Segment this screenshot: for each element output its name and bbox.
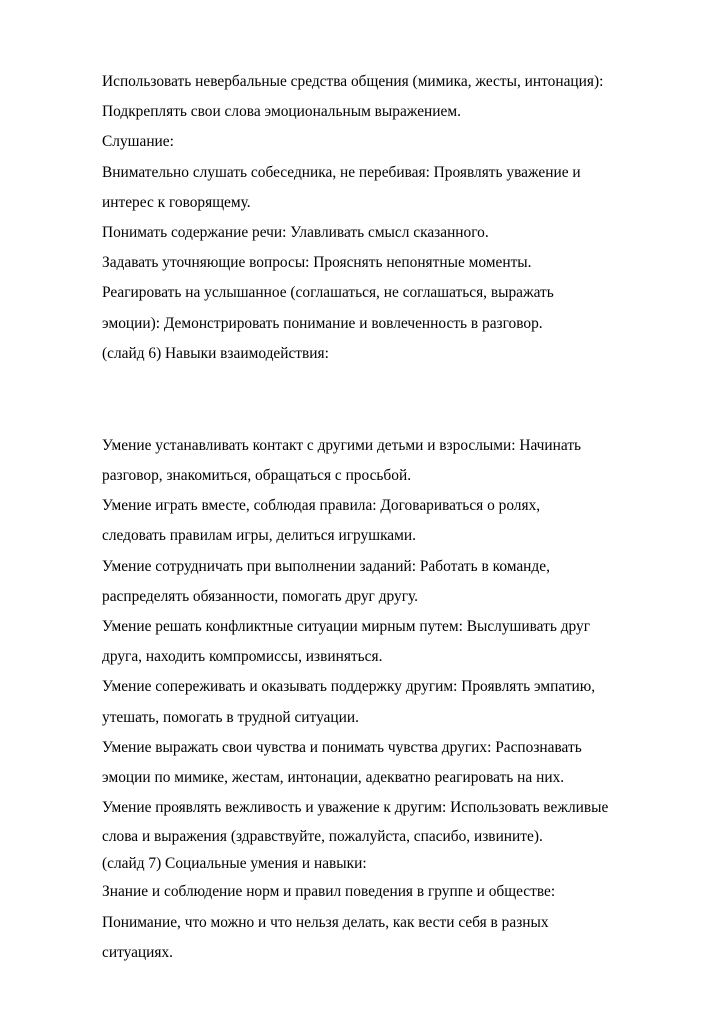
text-line: Умение выражать свои чувства и понимать чувства других: Распознавать — [102, 738, 582, 756]
text-line: утешать, помогать в трудной ситуации. — [102, 708, 359, 726]
text-line: эмоции по мимике, жестам, интонации, адекватно реагировать на них. — [102, 768, 565, 786]
text-line: Понимать содержание речи: Улавливать смысл сказанного. — [102, 223, 489, 241]
text-line: интерес к говорящему. — [102, 193, 251, 211]
text-line: эмоции): Демонстрировать понимание и вовлеченность в разговор. — [102, 314, 543, 332]
text-line: Внимательно слушать собеседника, не перебивая: Проявлять уважение и — [102, 163, 581, 181]
text-line: разговор, знакомиться, обращаться с просьбой. — [102, 467, 412, 485]
text-line: Реагировать на услышанное (соглашаться, не соглашаться, выражать — [102, 284, 554, 302]
text-line: Умение устанавливать контакт с другими детьми и взрослыми: Начинать — [102, 436, 582, 454]
text-line: слова и выражения (здравствуйте, пожалуйста, спасибо, извините). — [102, 828, 543, 846]
text-line: Задавать уточняющие вопросы: Прояснять непонятные моменты. — [102, 254, 532, 272]
text-line: распределять обязанности, помогать друг другу. — [102, 587, 419, 605]
text-line: Умение сотрудничать при выполнении заданий: Работать в команде, — [102, 557, 550, 575]
text-line: друга, находить компромиссы, извиняться. — [102, 648, 383, 666]
document-body — [102, 67, 662, 968]
text-line: ситуациях. — [102, 943, 174, 961]
section-heading-listening: Слушание: — [102, 133, 174, 151]
text-line: Подкреплять свои слова эмоциональным выражением. — [102, 103, 461, 121]
text-line: Умение решать конфликтные ситуации мирным путем: Выслушивать друг — [102, 618, 591, 635]
section-heading-slide-6: (слайд 6) Навыки взаимодействия: — [102, 344, 329, 362]
text-line: Умение проявлять вежливость и уважение к другим: Использовать вежливые — [102, 799, 609, 817]
section-heading-slide-7: (слайд 7) Социальные умения и навыки: — [102, 855, 367, 873]
text-line: Умение сопереживать и оказывать поддержку другим: Проявлять эмпатию, — [102, 678, 596, 696]
text-line: Умение играть вместе, соблюдая правила: Договариваться о ролях, — [102, 497, 541, 515]
text-line: следовать правилам игры, делиться игрушками. — [102, 527, 416, 545]
text-line: Понимание, что можно и что нельзя делать, как вести себя в разных — [102, 913, 549, 931]
text-line: Использовать невербальные средства общения (мимика, жесты, интонация): — [102, 73, 604, 90]
text-line: Знание и соблюдение норм и правил поведения в группе и обществе: — [102, 883, 556, 901]
paragraph-gap — [102, 369, 662, 431]
